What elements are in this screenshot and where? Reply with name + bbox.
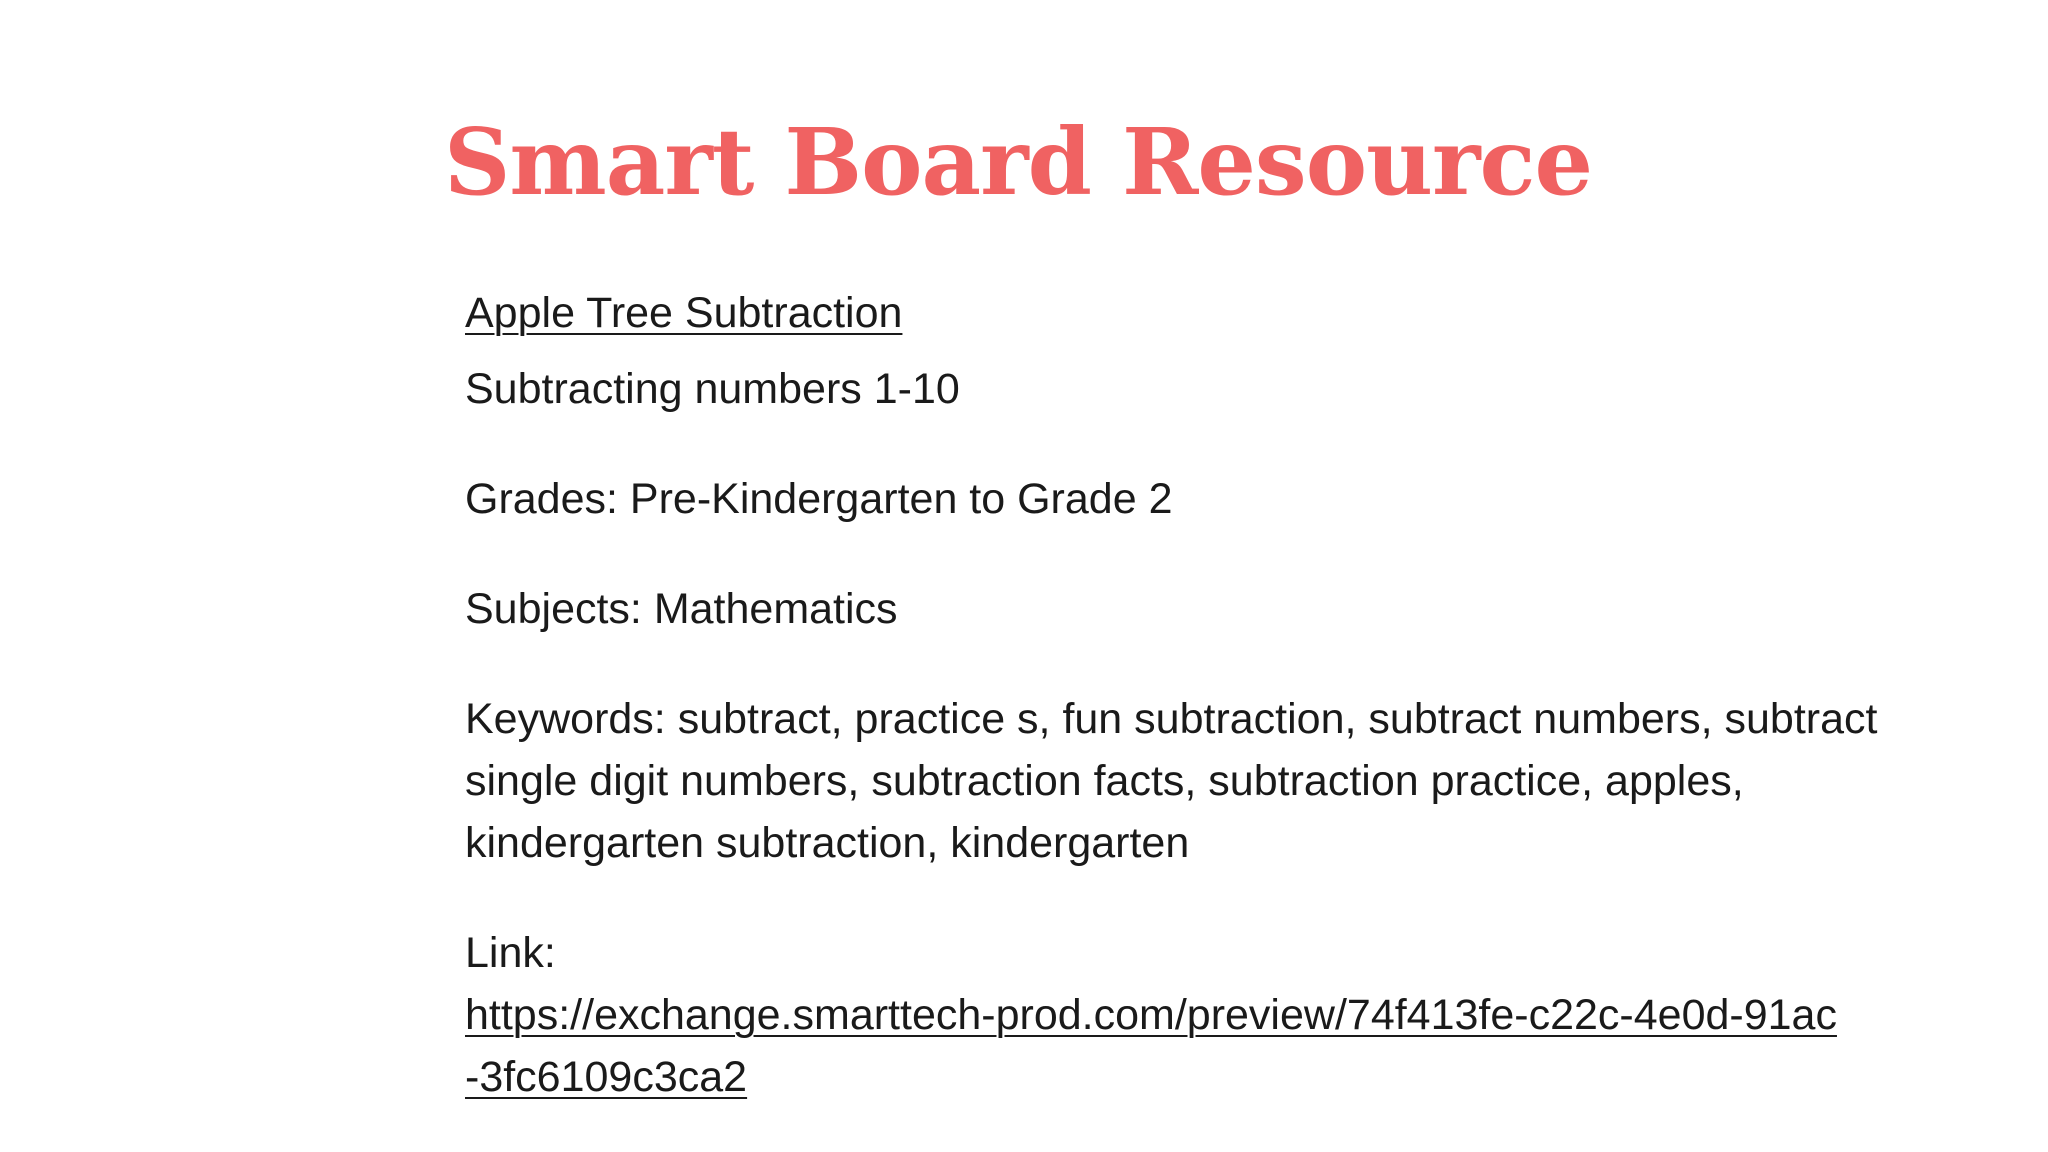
resource-subjects: Subjects: Mathematics: [465, 585, 898, 633]
resource-grades: Grades: Pre-Kindergarten to Grade 2: [465, 475, 1173, 523]
slide-title: [0, 102, 2048, 222]
resource-link[interactable]: https://exchange.smarttech-prod.com/preview/74f413fe-c22c-4e0d-91ac-3fc6109c3ca2: [465, 991, 1837, 1101]
resource-link-label: Link:: [465, 929, 556, 977]
slide-content: [465, 282, 1885, 1108]
resource-description: Subtracting numbers 1-10: [465, 365, 960, 413]
slide-title-text: Smart Board Resource: [443, 108, 1592, 216]
resource-name[interactable]: Apple Tree Subtraction: [465, 289, 903, 337]
resource-keywords: Keywords: subtract, practice s, fun subtraction, subtract numbers, subtract single digit numbers, subtraction facts, subtraction practice, apples, kindergarten subtraction, kindergarten: [465, 695, 1878, 867]
